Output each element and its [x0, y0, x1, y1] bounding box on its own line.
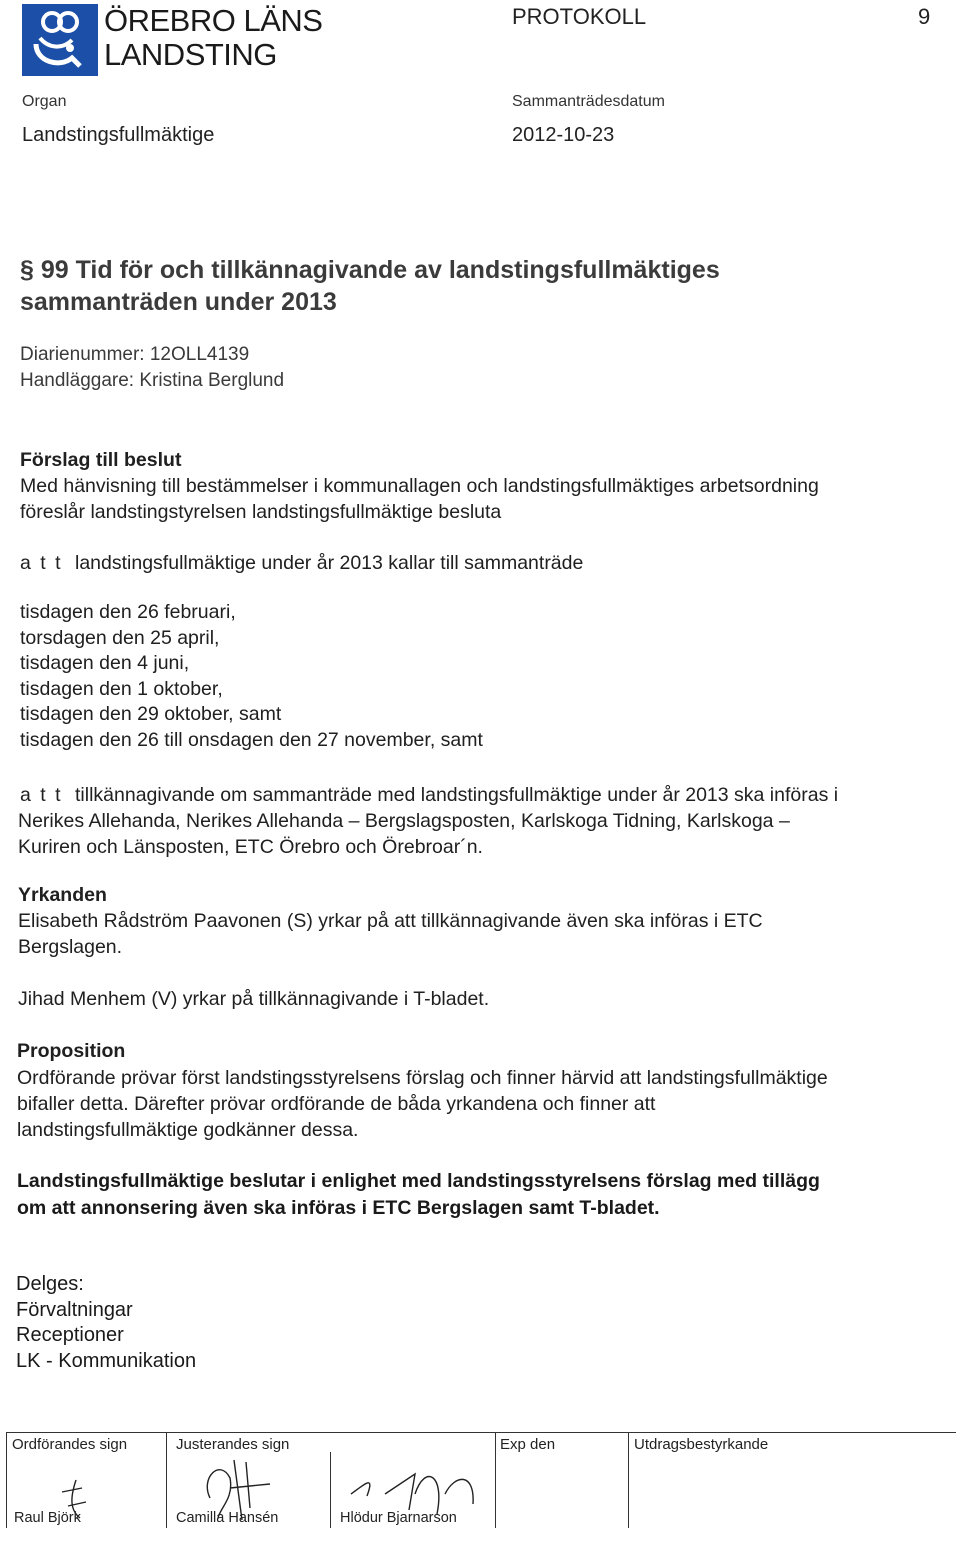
- forslag-intro-line1: Med hänvisning till bestämmelser i kommunallagen och landstingsfullmäktiges arbetsordning: [20, 475, 819, 497]
- att-text-2-line2: Nerikes Allehanda, Nerikes Allehanda – Bergslagsposten, Karlskoga Tidning, Karlskoga –: [18, 810, 790, 832]
- att-label-2: a t t: [20, 784, 63, 806]
- proposition-line1: Ordförande prövar först landstingsstyrelsens förslag och finner härvid att landstingsfullmäktige: [17, 1067, 828, 1089]
- att-label-1: a t t: [20, 552, 63, 574]
- exp-den-label: Exp den: [500, 1436, 556, 1453]
- decision-text: [17, 1168, 937, 1222]
- yrkanden-line3: Jihad Menhem (V) yrkar på tillkännagivande i T-bladet.: [18, 988, 490, 1010]
- justerande-1-name: Camilla Hansén: [176, 1510, 279, 1526]
- page-number: 9: [918, 4, 931, 29]
- meeting-date-value: 2012-10-23: [512, 124, 615, 146]
- organ-label: Organ: [22, 93, 67, 110]
- document-type: PROTOKOLL: [512, 4, 647, 29]
- proposition-heading: Proposition: [17, 1040, 126, 1062]
- list-item: torsdagen den 25 april,: [20, 626, 220, 649]
- list-item: tisdagen den 26 februari,: [20, 601, 236, 623]
- diarienummer: Diarienummer: 12OLL4139: [20, 344, 250, 365]
- list-item: tisdagen den 26 till onsdagen den 27 november, samt: [20, 728, 483, 751]
- org-name-line2: LANDSTING: [104, 37, 277, 72]
- utdragsbestyrkande-label: Utdragsbestyrkande: [634, 1436, 769, 1453]
- proposition-line3: landstingsfullmäktige godkänner dessa.: [17, 1119, 359, 1141]
- decision-line1: Landstingsfullmäktige beslutar i enlighet med landstingsstyrelsens förslag med tillägg: [17, 1170, 820, 1192]
- forslag-heading: Förslag till beslut: [20, 449, 182, 471]
- list-item: Receptioner: [16, 1324, 124, 1347]
- meeting-dates-list: [20, 600, 483, 754]
- proposition-line2: bifaller detta. Därefter prövar ordförande de båda yrkandena och finner att: [17, 1093, 656, 1115]
- landsting-emblem-icon: [22, 4, 98, 76]
- org-name-line1: ÖREBRO LÄNS: [104, 3, 323, 38]
- list-item: LK - Kommunikation: [16, 1350, 197, 1373]
- section-title: [20, 254, 900, 318]
- section-title-line2: sammanträden under 2013: [20, 288, 337, 316]
- ordforande-sign-label: Ordförandes sign: [12, 1436, 128, 1453]
- att-text-1: landstingsfullmäktige under år 2013 kallar till sammanträde: [75, 552, 584, 574]
- org-name: [104, 4, 322, 72]
- distribution-list: [16, 1272, 196, 1375]
- list-item: tisdagen den 4 juni,: [20, 652, 190, 675]
- justerande-2-name: Hlödur Bjarnarson: [340, 1510, 457, 1526]
- yrkanden-heading: Yrkanden: [18, 884, 107, 906]
- meeting-date-label: Sammanträdesdatum: [512, 93, 665, 110]
- signature-block: [0, 1430, 960, 1530]
- list-item: Förvaltningar: [16, 1298, 133, 1321]
- list-item: tisdagen den 29 oktober, samt: [20, 703, 282, 726]
- yrkanden-line1: Elisabeth Rådström Paavonen (S) yrkar på att tillkännagivande även ska införas i ETC: [18, 910, 763, 932]
- att-text-2-line3: Kuriren och Länsposten, ETC Örebro och Örebroar´n.: [18, 836, 483, 858]
- forslag-intro-line2: föreslår landstingstyrelsen landstingsfullmäktige besluta: [20, 501, 502, 523]
- section-title-line1: § 99 Tid för och tillkännagivande av landstingsfullmäktiges: [20, 256, 720, 284]
- att-text-2-line1: tillkännagivande om sammanträde med landstingsfullmäktige under år 2013 ska införas i: [75, 784, 839, 806]
- organ-value: Landstingsfullmäktige: [22, 124, 215, 146]
- handlaggare: Handläggare: Kristina Berglund: [20, 370, 285, 391]
- ordforande-name: Raul Björk: [14, 1510, 81, 1526]
- distribution-heading: Delges:: [16, 1273, 84, 1295]
- yrkanden-line2: Bergslagen.: [18, 936, 123, 958]
- list-item: tisdagen den 1 oktober,: [20, 677, 223, 700]
- decision-line2: om att annonsering även ska införas i ETC Bergslagen samt T-bladet.: [17, 1197, 660, 1219]
- justerandes-sign-label: Justerandes sign: [176, 1436, 290, 1453]
